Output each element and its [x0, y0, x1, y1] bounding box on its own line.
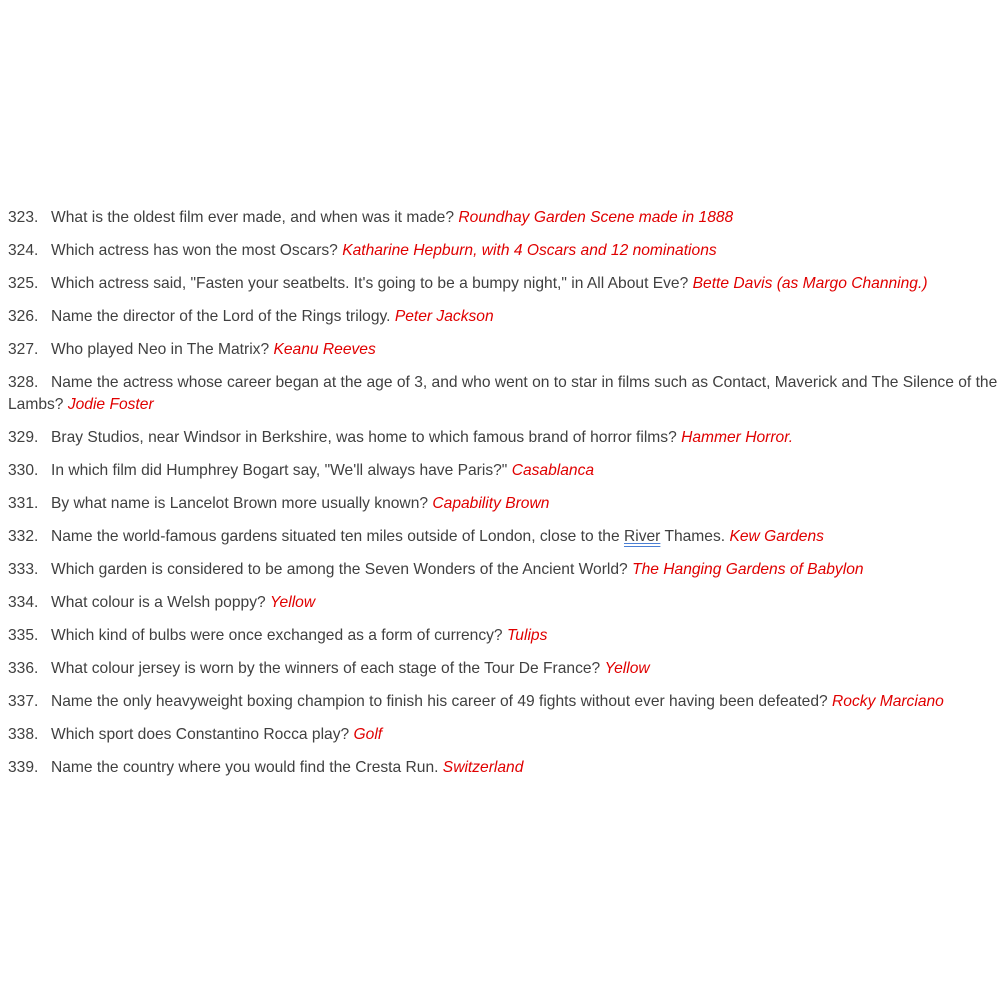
question-item: [8, 207, 998, 229]
question-text: Name the country where you would find the Cresta Run.: [51, 759, 439, 776]
question-number: 324.: [8, 242, 39, 259]
answer-text: Jodie Foster: [67, 396, 154, 413]
answer-text: The Hanging Gardens of Babylon: [632, 561, 864, 578]
answer-text: Bette Davis (as Margo Channing.): [692, 275, 928, 292]
question-text: Bray Studios, near Windsor in Berkshire, was home to which famous brand of horror films?: [51, 429, 677, 446]
question-text: In which film did Humphrey Bogart say, "We'll always have Paris?": [51, 462, 508, 479]
question-number: 337.: [8, 693, 39, 710]
question-number: 328.: [8, 374, 39, 391]
answer-text: Capability Brown: [432, 495, 550, 512]
answer-text: Peter Jackson: [394, 308, 494, 325]
question-text: What is the oldest film ever made, and when was it made?: [51, 209, 455, 226]
question-item: [8, 372, 998, 416]
question-item: [8, 526, 998, 548]
answer-text: Casablanca: [511, 462, 595, 479]
question-item: [8, 625, 998, 647]
question-item: [8, 592, 998, 614]
answer-text: Keanu Reeves: [273, 341, 376, 358]
question-number: 334.: [8, 594, 39, 611]
question-number: 327.: [8, 341, 39, 358]
question-text: Who played Neo in The Matrix?: [51, 341, 270, 358]
question-text: Name the director of the Lord of the Rings trilogy.: [51, 308, 391, 325]
question-text: By what name is Lancelot Brown more usually known?: [51, 495, 429, 512]
question-text: What colour is a Welsh poppy?: [51, 594, 266, 611]
question-number: 323.: [8, 209, 39, 226]
question-text: Which garden is considered to be among the Seven Wonders of the Ancient World?: [51, 561, 628, 578]
question-item: [8, 658, 998, 680]
question-item: [8, 240, 998, 262]
question-number: 325.: [8, 275, 39, 292]
question-item: [8, 339, 998, 361]
question-number: 326.: [8, 308, 39, 325]
question-item: [8, 724, 998, 746]
answer-text: Yellow: [604, 660, 650, 677]
spellcheck-marked-word[interactable]: River: [623, 528, 661, 545]
question-number: 333.: [8, 561, 39, 578]
question-text: What colour jersey is worn by the winners of each stage of the Tour De France?: [51, 660, 601, 677]
question-text: Name the only heavyweight boxing champion to finish his career of 49 fights without ever having been defeated?: [51, 693, 828, 710]
question-text: Which actress has won the most Oscars?: [51, 242, 338, 259]
answer-text: Golf: [353, 726, 383, 743]
answer-text: Tulips: [506, 627, 548, 644]
question-item: [8, 691, 998, 713]
question-item: [8, 493, 998, 515]
answer-text: Yellow: [270, 594, 316, 611]
question-number: 330.: [8, 462, 39, 479]
answer-text: Switzerland: [442, 759, 524, 776]
question-text: Name the world-famous gardens situated ten miles outside of London, close to the: [51, 528, 620, 545]
answer-text: Roundhay Garden Scene made in 1888: [458, 209, 734, 226]
answer-text: Kew Gardens: [729, 528, 824, 545]
question-text: Which kind of bulbs were once exchanged as a form of currency?: [51, 627, 503, 644]
question-item: [8, 427, 998, 449]
answer-text: Rocky Marciano: [832, 693, 944, 710]
question-text-continued: Thames.: [664, 528, 726, 545]
question-item: [8, 460, 998, 482]
question-item: [8, 306, 998, 328]
question-number: 331.: [8, 495, 39, 512]
question-text: Name the actress whose career began at the age of 3, and who went on to star in films such as Contact, Maverick and The Silence of the Lambs?: [8, 374, 998, 413]
question-text: Which actress said, "Fasten your seatbelts. It's going to be a bumpy night," in All About Eve?: [51, 275, 689, 292]
question-number: 335.: [8, 627, 39, 644]
question-number: 338.: [8, 726, 39, 743]
question-number: 336.: [8, 660, 39, 677]
question-number: 339.: [8, 759, 39, 776]
answer-text: Katharine Hepburn, with 4 Oscars and 12 nominations: [342, 242, 717, 259]
question-number: 332.: [8, 528, 39, 545]
question-number: 329.: [8, 429, 39, 446]
question-text: Which sport does Constantino Rocca play?: [51, 726, 350, 743]
question-list: [8, 207, 998, 790]
answer-text: Hammer Horror.: [681, 429, 794, 446]
question-item: [8, 757, 998, 779]
question-item: [8, 559, 998, 581]
question-item: [8, 273, 998, 295]
